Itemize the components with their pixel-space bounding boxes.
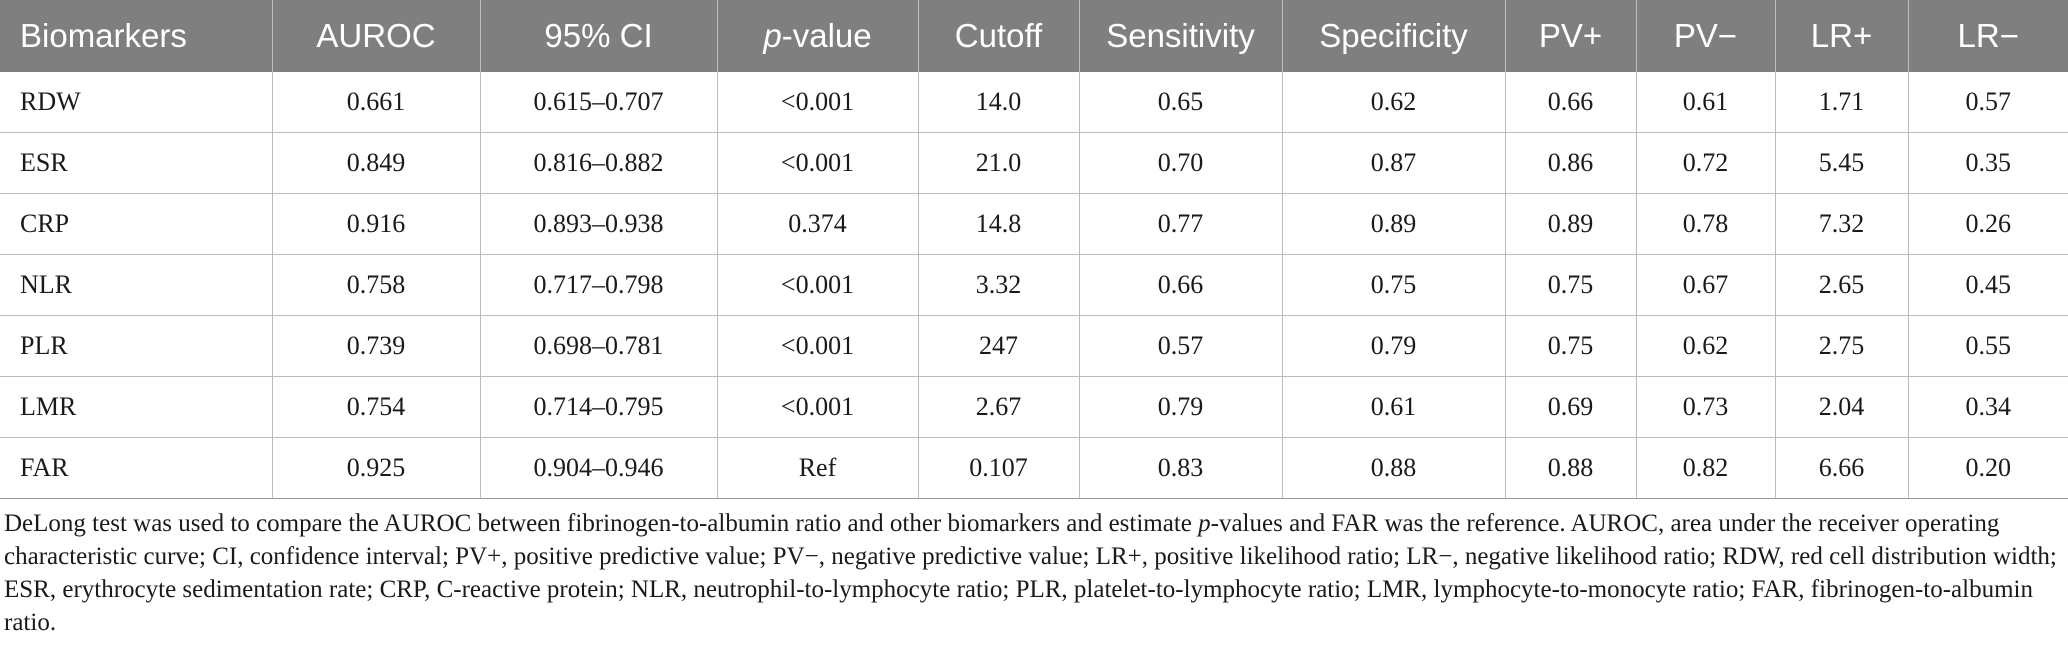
- cell-lr-pos: 2.04: [1775, 377, 1908, 438]
- cell-sensitivity: 0.70: [1079, 133, 1282, 194]
- cell-pv-neg: 0.67: [1636, 255, 1775, 316]
- header-p-suffix: -value: [781, 17, 872, 54]
- cell-specificity: 0.89: [1282, 194, 1505, 255]
- header-p-italic: p: [763, 17, 782, 54]
- cell-ci: 0.893–0.938: [480, 194, 717, 255]
- cell-lr-neg: 0.57: [1908, 72, 2068, 133]
- table-row: [0, 72, 2068, 133]
- cell-auroc: 0.758: [272, 255, 480, 316]
- cell-ci: 0.698–0.781: [480, 316, 717, 377]
- cell-lr-neg: 0.20: [1908, 438, 2068, 499]
- cell-cutoff: 247: [918, 316, 1079, 377]
- cell-p-value: <0.001: [717, 255, 918, 316]
- cell-lr-neg: 0.34: [1908, 377, 2068, 438]
- header-lr-neg: LR−: [1908, 0, 2068, 72]
- cell-ci: 0.816–0.882: [480, 133, 717, 194]
- header-ci: 95% CI: [480, 0, 717, 72]
- cell-cutoff: 0.107: [918, 438, 1079, 499]
- cell-ci: 0.714–0.795: [480, 377, 717, 438]
- header-lr-pos: LR+: [1775, 0, 1908, 72]
- cell-cutoff: 3.32: [918, 255, 1079, 316]
- table-row: [0, 438, 2068, 499]
- cell-pv-neg: 0.82: [1636, 438, 1775, 499]
- cell-biomarker: NLR: [0, 255, 272, 316]
- table-row: [0, 194, 2068, 255]
- header-specificity: Specificity: [1282, 0, 1505, 72]
- table-body: [0, 72, 2068, 499]
- header-p-value: [717, 0, 918, 72]
- cell-cutoff: 2.67: [918, 377, 1079, 438]
- cell-auroc: 0.916: [272, 194, 480, 255]
- cell-p-value: <0.001: [717, 133, 918, 194]
- cell-lr-pos: 2.65: [1775, 255, 1908, 316]
- footnote-part1: DeLong test was used to compare the AUROC between fibrinogen-to-albumin ratio and other biomarkers and estimate: [4, 510, 1199, 537]
- cell-biomarker: PLR: [0, 316, 272, 377]
- cell-sensitivity: 0.66: [1079, 255, 1282, 316]
- cell-p-value: <0.001: [717, 316, 918, 377]
- cell-lr-pos: 6.66: [1775, 438, 1908, 499]
- cell-ci: 0.904–0.946: [480, 438, 717, 499]
- cell-lr-neg: 0.45: [1908, 255, 2068, 316]
- cell-pv-pos: 0.69: [1505, 377, 1636, 438]
- cell-specificity: 0.87: [1282, 133, 1505, 194]
- header-cutoff: Cutoff: [918, 0, 1079, 72]
- header-row: [0, 0, 2068, 72]
- cell-biomarker: CRP: [0, 194, 272, 255]
- cell-cutoff: 21.0: [918, 133, 1079, 194]
- table-row: [0, 316, 2068, 377]
- header-pv-neg: PV−: [1636, 0, 1775, 72]
- cell-pv-neg: 0.78: [1636, 194, 1775, 255]
- cell-pv-pos: 0.75: [1505, 316, 1636, 377]
- cell-auroc: 0.754: [272, 377, 480, 438]
- table-row: [0, 255, 2068, 316]
- cell-auroc: 0.925: [272, 438, 480, 499]
- header-pv-pos: PV+: [1505, 0, 1636, 72]
- cell-p-value: 0.374: [717, 194, 918, 255]
- cell-biomarker: RDW: [0, 72, 272, 133]
- footnote-p-italic: p: [1198, 510, 1211, 537]
- cell-sensitivity: 0.83: [1079, 438, 1282, 499]
- cell-specificity: 0.79: [1282, 316, 1505, 377]
- cell-pv-pos: 0.86: [1505, 133, 1636, 194]
- cell-cutoff: 14.8: [918, 194, 1079, 255]
- cell-pv-pos: 0.75: [1505, 255, 1636, 316]
- cell-pv-pos: 0.89: [1505, 194, 1636, 255]
- cell-specificity: 0.88: [1282, 438, 1505, 499]
- cell-auroc: 0.661: [272, 72, 480, 133]
- cell-p-value: <0.001: [717, 377, 918, 438]
- cell-specificity: 0.61: [1282, 377, 1505, 438]
- cell-sensitivity: 0.65: [1079, 72, 1282, 133]
- cell-pv-pos: 0.66: [1505, 72, 1636, 133]
- cell-sensitivity: 0.57: [1079, 316, 1282, 377]
- cell-pv-neg: 0.61: [1636, 72, 1775, 133]
- cell-biomarker: LMR: [0, 377, 272, 438]
- cell-auroc: 0.849: [272, 133, 480, 194]
- cell-lr-pos: 1.71: [1775, 72, 1908, 133]
- cell-sensitivity: 0.79: [1079, 377, 1282, 438]
- cell-pv-neg: 0.62: [1636, 316, 1775, 377]
- cell-lr-neg: 0.35: [1908, 133, 2068, 194]
- cell-p-value: <0.001: [717, 72, 918, 133]
- cell-lr-neg: 0.55: [1908, 316, 2068, 377]
- header-sensitivity: Sensitivity: [1079, 0, 1282, 72]
- cell-biomarker: FAR: [0, 438, 272, 499]
- cell-sensitivity: 0.77: [1079, 194, 1282, 255]
- cell-p-value: Ref: [717, 438, 918, 499]
- cell-biomarker: ESR: [0, 133, 272, 194]
- header-auroc: AUROC: [272, 0, 480, 72]
- table-row: [0, 377, 2068, 438]
- header-biomarkers: Biomarkers: [0, 0, 272, 72]
- cell-lr-pos: 7.32: [1775, 194, 1908, 255]
- cell-ci: 0.615–0.707: [480, 72, 717, 133]
- table-row: [0, 133, 2068, 194]
- cell-pv-neg: 0.73: [1636, 377, 1775, 438]
- table-footnote: [0, 499, 2068, 639]
- cell-cutoff: 14.0: [918, 72, 1079, 133]
- cell-pv-neg: 0.72: [1636, 133, 1775, 194]
- cell-specificity: 0.75: [1282, 255, 1505, 316]
- cell-pv-pos: 0.88: [1505, 438, 1636, 499]
- cell-lr-pos: 2.75: [1775, 316, 1908, 377]
- cell-ci: 0.717–0.798: [480, 255, 717, 316]
- footnote-part2: -values and FAR was the reference. AUROC, area under the receiver operating characteristic curve; CI, confidence interval; PV+, positive predictive value; PV−, negative predictive value; LR+, positive likelihood ratio; LR−, negative likelihood ratio; RDW, red cell distribution width; ESR, erythrocyte sedimentation rate; CRP, C-reactive protein; NLR, neutrophil-to-lymphocyte ratio; PLR, platelet-to-lymphocyte ratio; LMR, lymphocyte-to-monocyte ratio; FAR, fibrinogen-to-albumin ratio.: [4, 510, 2057, 636]
- cell-lr-pos: 5.45: [1775, 133, 1908, 194]
- cell-lr-neg: 0.26: [1908, 194, 2068, 255]
- cell-auroc: 0.739: [272, 316, 480, 377]
- cell-specificity: 0.62: [1282, 72, 1505, 133]
